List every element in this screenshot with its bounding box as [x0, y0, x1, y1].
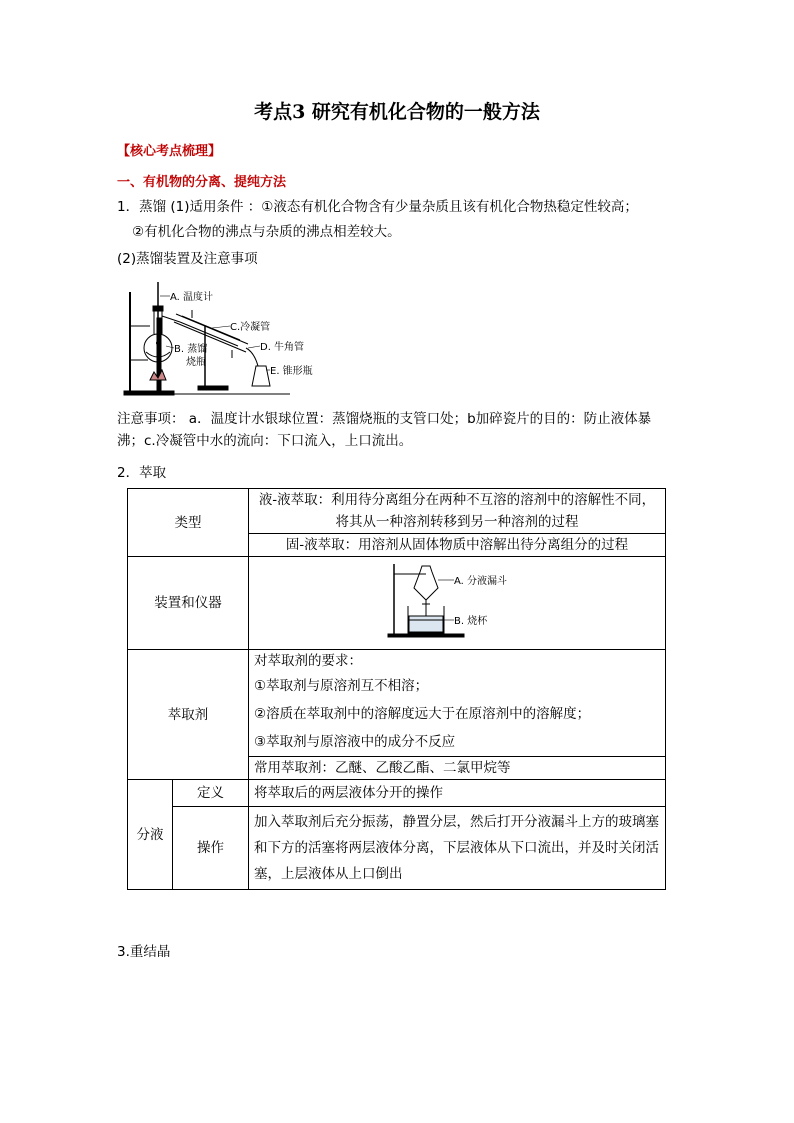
label-separatory-funnel: A. 分液漏斗	[454, 575, 508, 587]
label-beaker: B. 烧杯	[454, 615, 488, 627]
label-distilling-flask-2: 烧瓶	[186, 357, 206, 368]
agent-cell	[249, 650, 666, 780]
label-conical-flask: E. 锥形瓶	[270, 366, 313, 377]
type-label: 类型	[128, 489, 249, 557]
definition-text: 将萃取后的两层液体分开的操作	[249, 780, 666, 807]
distillation-notes: 注意事项： a．温度计水银球位置：蒸馏烧瓶的支管口处；b加碎瓷片的目的：防止液体暴沸；c.冷凝管中水的流向：下口流入，上口流出。	[117, 411, 652, 449]
separation-label: 分液	[128, 780, 173, 890]
table-row	[128, 807, 666, 890]
label-thermometer: A. 温度计	[170, 292, 214, 303]
page-title: 考点3 研究有机化合物的一般方法	[254, 101, 540, 123]
separatory-funnel-diagram	[382, 560, 532, 640]
label-distilling-flask: B. 蒸馏	[174, 344, 208, 355]
operation-label: 操作	[173, 807, 249, 890]
table-row	[128, 489, 666, 557]
agent-requirements: 对萃取剂的要求：	[254, 653, 362, 669]
type-cell	[249, 489, 666, 557]
distillation-apparatus-diagram	[120, 276, 330, 402]
operation-text: 加入萃取剂后充分振荡，静置分层，然后打开分液漏斗上方的玻璃塞和下方的活塞将两层液体分离，下层液体从下口流出，并及时关闭活塞，上层液体从上口倒出	[249, 807, 666, 890]
agent-requirement-1: ①萃取剂与原溶剂互不相溶；	[254, 678, 429, 694]
apparatus-label: 装置和仪器	[128, 557, 249, 650]
agent-requirement-2: ②溶质在萃取剂中的溶解度远大于在原溶剂中的溶解度；	[254, 706, 591, 722]
table-row	[128, 780, 666, 807]
section-core-heading: 【核心考点梳理】	[117, 144, 222, 159]
distillation-apparatus-heading: (2)蒸馏装置及注意事项	[117, 251, 258, 267]
agent-label: 萃取剂	[128, 650, 249, 780]
label-condenser: C.冷凝管	[230, 322, 271, 333]
agent-requirement-3: ③萃取剂与原溶液中的成分不反应	[249, 728, 665, 757]
section-separation-heading: 一、有机物的分离、提纯方法	[117, 175, 287, 190]
distillation-conditions: 1．蒸馏 (1)适用条件 ：①液态有机化合物含有少量杂质且该有机化合物热稳定性较高；	[117, 199, 638, 215]
apparatus-cell	[249, 557, 666, 650]
type-liquid-liquid: 液-液萃取：利用待分离组分在两种不互溶的溶剂中的溶解性不同，将其从一种溶剂转移到另一种溶剂的过程	[249, 489, 665, 534]
definition-label: 定义	[173, 780, 249, 807]
agent-common: 常用萃取剂：乙醚、乙酸乙酯、二氯甲烷等	[254, 760, 511, 776]
type-solid-liquid: 固-液萃取：用溶剂从固体物质中溶解出待分离组分的过程	[285, 537, 629, 553]
extraction-table	[127, 488, 666, 890]
extraction-heading: 2．萃取	[117, 465, 167, 481]
table-row	[128, 650, 666, 780]
distillation-condition-2: ②有机化合物的沸点与杂质的沸点相差较大。	[132, 224, 401, 240]
label-adapter: D. 牛角管	[260, 342, 305, 353]
table-row	[128, 557, 666, 650]
recrystallization-heading: 3.重结晶	[117, 944, 171, 960]
